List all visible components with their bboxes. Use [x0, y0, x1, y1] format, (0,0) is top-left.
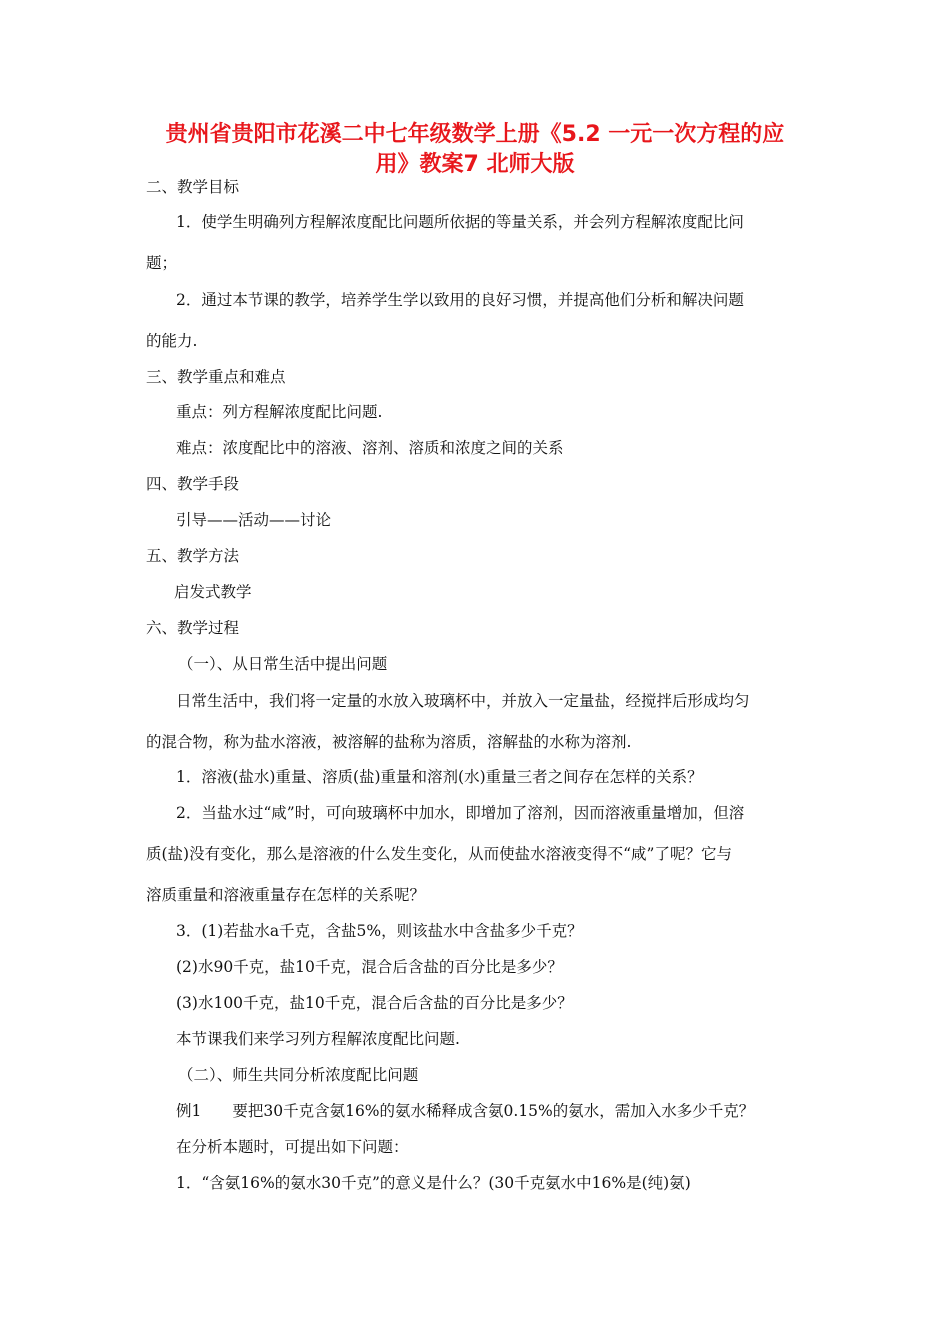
- section-heading-process: 六、教学过程: [146, 619, 240, 637]
- document-title-line-2: 用》教案7 北师大版: [375, 152, 575, 177]
- section-heading-means: 四、教学手段: [146, 475, 240, 493]
- section-heading-goals: 二、教学目标: [146, 178, 240, 196]
- goal-1-line-1: 1．使学生明确列方程解浓度配比问题所依据的等量关系，并会列方程解浓度配比问: [176, 213, 744, 231]
- intro-paragraph-line-1: 日常生活中，我们将一定量的水放入玻璃杯中，并放入一定量盐，经搅拌后形成均匀: [176, 692, 750, 710]
- question-2-line-3: 溶质重量和溶液重量存在怎样的关系呢？: [146, 886, 426, 904]
- section-heading-key-points: 三、教学重点和难点: [146, 368, 286, 386]
- goal-2-line-2: 的能力.: [146, 332, 198, 350]
- question-2-line-1: 2．当盐水过“咸”时，可向玻璃杯中加水，即增加了溶剂，因而溶液重量增加，但溶: [176, 804, 745, 822]
- question-3-part-3: (3)水100千克，盐10千克，混合后含盐的百分比是多少？: [176, 994, 573, 1012]
- method-text: 启发式教学: [174, 583, 252, 601]
- analysis-intro-text: 在分析本题时，可提出如下问题：: [176, 1138, 409, 1156]
- part-2-heading: （二）、师生共同分析浓度配比问题: [178, 1066, 419, 1084]
- key-point-text: 重点：列方程解浓度配比问题.: [176, 403, 383, 421]
- difficulty-text: 难点：浓度配比中的溶液、溶剂、溶质和浓度之间的关系: [176, 439, 564, 457]
- example-1-text: 例1 要把30千克含氨16%的氨水稀释成含氨0.15%的氨水，需加入水多少千克？: [176, 1102, 755, 1120]
- document-title-line-1: 贵州省贵阳市花溪二中七年级数学上册《5.2 一元一次方程的应: [165, 122, 785, 147]
- intro-paragraph-line-2: 的混合物，称为盐水溶液，被溶解的盐称为溶质，溶解盐的水称为溶剂.: [146, 733, 632, 751]
- part-1-heading: （一）、从日常生活中提出问题: [178, 655, 388, 673]
- means-text: 引导——活动——讨论: [176, 511, 332, 529]
- lesson-topic-text: 本节课我们来学习列方程解浓度配比问题.: [176, 1030, 460, 1048]
- goal-2-line-1: 2．通过本节课的教学，培养学生学以致用的良好习惯，并提高他们分析和解决问题: [176, 291, 744, 309]
- question-2-line-2: 质(盐)没有变化，那么是溶液的什么发生变化，从而使盐水溶液变得不“咸”了呢？它与: [146, 845, 732, 863]
- question-3-part-1: 3．(1)若盐水a千克，含盐5%，则该盐水中含盐多少千克？: [176, 922, 583, 940]
- analysis-question-1: 1．“含氨16%的氨水30千克”的意义是什么？(30千克氨水中16%是(纯)氨): [176, 1174, 691, 1192]
- question-3-part-2: (2)水90千克，盐10千克，混合后含盐的百分比是多少？: [176, 958, 563, 976]
- goal-1-line-2: 题；: [146, 254, 178, 272]
- section-heading-method: 五、教学方法: [146, 547, 240, 565]
- question-1: 1．溶液(盐水)重量、溶质(盐)重量和溶剂(水)重量三者之间存在怎样的关系？: [176, 768, 703, 786]
